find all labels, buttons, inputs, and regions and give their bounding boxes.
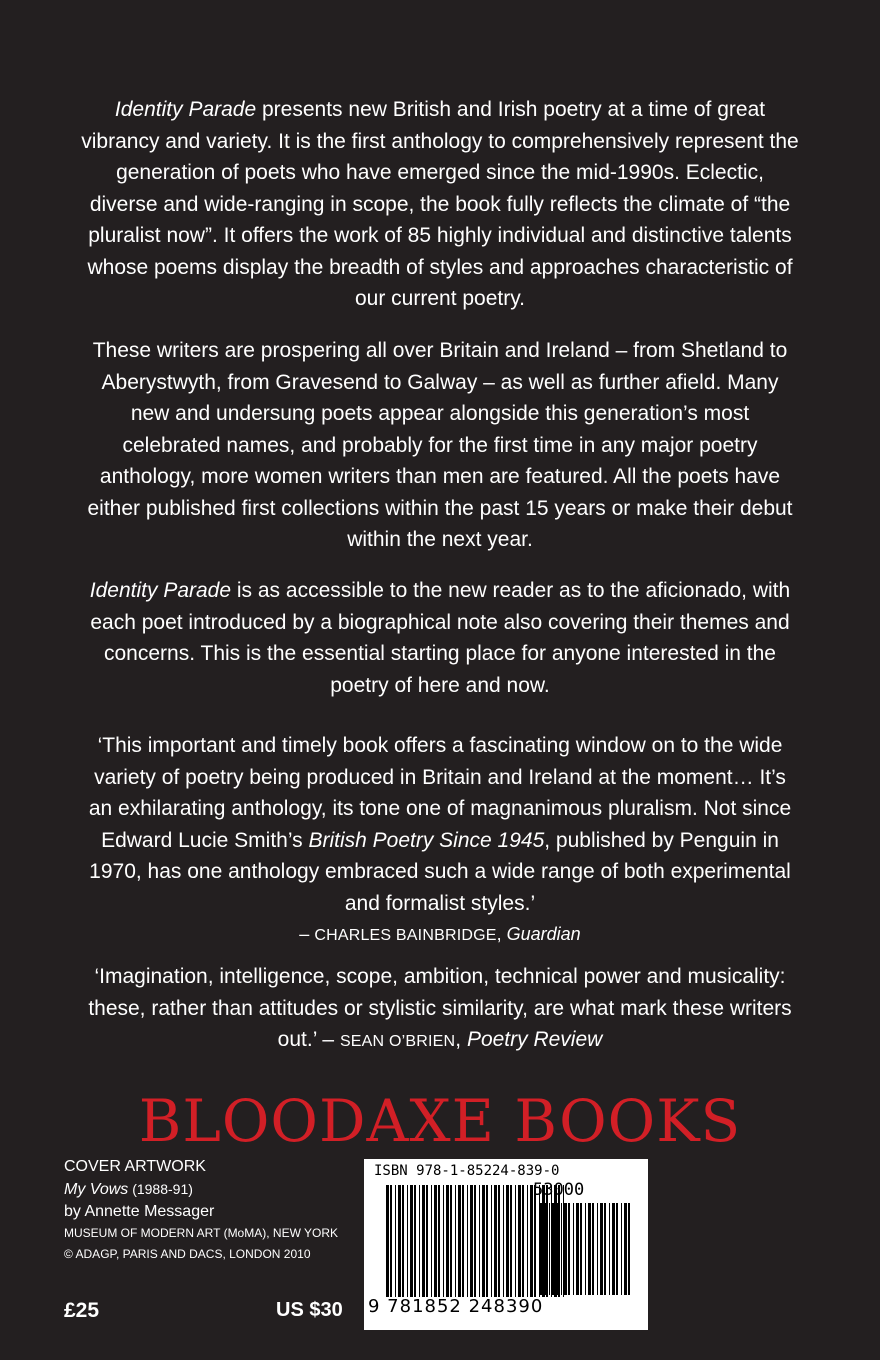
copyright-credit: © ADAGP, PARIS AND DACS, LONDON 2010 [64, 1247, 311, 1261]
blurb-paragraph-2 [80, 335, 800, 556]
review-quote-1 [80, 730, 800, 952]
quoted-book-title: British Poetry Since 1945 [308, 828, 545, 852]
blurb-text: is as accessible to the new reader as to the aficionado, with each poet introduced by a biographical note also covering their themes and concerns. This is the essential starting place for anyone interested in the poetry of here and now. [90, 579, 791, 697]
review-quote-2: ‘Imagination, intelligence, scope, ambition, technical power and musicality: these, rather than attitudes or stylistic similarity, are what mark these writers out.’ – SEAN O’BRIEN, Poetry Review [88, 965, 792, 1051]
quote-text: ‘Imagination, intelligence, scope, ambition, technical power and musicality: these, rather than attitudes or stylistic similarity, are what mark these writers out.’ [88, 965, 792, 1051]
isbn-barcode [364, 1159, 648, 1330]
quote-source: Poetry Review [466, 1028, 603, 1051]
price-us: US $30 [276, 1299, 343, 1321]
book-title: Identity Parade [114, 98, 257, 121]
isbn-number: ISBN 978-1-85224-839-0 [374, 1163, 560, 1179]
blurb-text: These writers are prospering all over Britain and Ireland – from Shetland to Aberystwyth, from Gravesend to Galway – as well as further afield. Many new and undersung poets appear alongside this generation’s most celebrated names, and probably for the first time in any major poetry anthology, more women writers than men are featured. All the poets have either published first collections within the past 15 years or make their debut within the next year. [87, 339, 793, 551]
publisher-logo: BLOODAXE BOOKS [138, 1087, 742, 1155]
artwork-title: My Vows [64, 1181, 129, 1198]
quote-text: ‘This important and timely book offers a fascinating window on to the wide variety of poetry being produced in Britain and Ireland at the moment… It’s an exhilarating anthology, its tone one of magnanimous pluralism. Not since Edward Lucie Smith’s [88, 734, 792, 852]
quote-author: SEAN O’BRIEN [339, 1033, 456, 1050]
quote-source: Guardian [506, 924, 581, 944]
cover-credits [64, 1156, 384, 1265]
credits-label: COVER ARTWORK [64, 1158, 206, 1175]
museum-credit: MUSEUM OF MODERN ART (MoMA), NEW YORK [64, 1226, 339, 1240]
quote-attribution: – CHARLES BAINBRIDGE, Guardian [299, 924, 581, 944]
blurb-paragraph-1 [80, 94, 800, 315]
artwork-artist: by Annette Messager [64, 1203, 215, 1220]
artwork-years: (1988-91) [128, 1181, 193, 1197]
barcode-addon-number: 53000 [533, 1180, 585, 1200]
book-title: Identity Parade [89, 579, 232, 602]
blurb-paragraph-3 [80, 575, 800, 701]
blurb-text: presents new British and Irish poetry at a time of great vibrancy and variety. It is the first anthology to comprehensively represent the generation of poets who have emerged since the mid-1990s. Eclectic, diverse and wide-ranging in scope, the book fully reflects the climate of “the pluralist now”. It offers the work of 85 highly individual and distinctive talents whose poems display the breadth of styles and approaches characteristic of our current poetry. [81, 98, 799, 310]
barcode-digits: 9 781852 248390 [368, 1296, 544, 1317]
quote-text: , published by Penguin in 1970, has one anthology embraced such a wide range of both experimental and formalist styles.’ [89, 828, 791, 915]
quote-author: CHARLES BAINBRIDGE [314, 927, 497, 944]
artwork-title-line [64, 1178, 384, 1201]
price-gbp: £25 [64, 1299, 100, 1322]
